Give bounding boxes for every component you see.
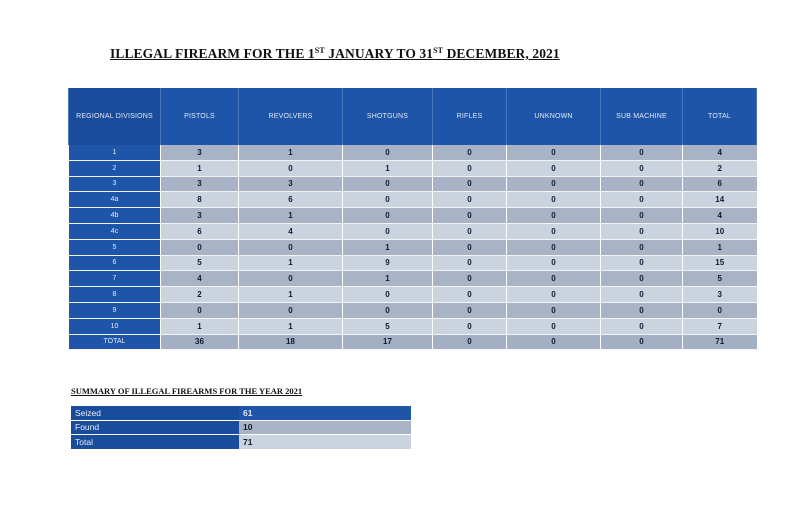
division-label: 4c [69, 223, 161, 239]
division-label: TOTAL [69, 334, 161, 350]
table-cell: 0 [601, 334, 683, 350]
table-cell: 0 [433, 302, 507, 318]
table-cell: 4 [683, 208, 757, 224]
table-cell: 0 [433, 271, 507, 287]
table-cell: 0 [507, 208, 601, 224]
table-cell: 17 [343, 334, 433, 350]
table-row [69, 287, 757, 303]
table-cell: 0 [507, 239, 601, 255]
table-cell: 1 [683, 239, 757, 255]
table-cell: 0 [343, 287, 433, 303]
division-label: 1 [69, 145, 161, 160]
division-label: 9 [69, 302, 161, 318]
table-cell: 0 [601, 255, 683, 271]
table-cell: 1 [343, 160, 433, 176]
title-superscript-2: ST [433, 46, 444, 55]
table-cell: 0 [507, 302, 601, 318]
table-cell: 0 [601, 176, 683, 192]
table-cell: 3 [161, 145, 239, 160]
header-total: TOTAL [683, 88, 757, 145]
division-label: 5 [69, 239, 161, 255]
table-row [69, 318, 757, 334]
table-cell: 0 [433, 334, 507, 350]
summary-label: Found [71, 420, 239, 435]
total-row [69, 334, 757, 350]
table-cell: 0 [683, 302, 757, 318]
table-cell: 5 [161, 255, 239, 271]
table-cell: 15 [683, 255, 757, 271]
table-cell: 0 [161, 302, 239, 318]
table-cell: 0 [433, 192, 507, 208]
table-cell: 0 [507, 287, 601, 303]
header-pistols: PISTOLS [161, 88, 239, 145]
header-regional-divisions: REGIONAL DIVISIONS [69, 88, 161, 145]
table-cell: 0 [433, 160, 507, 176]
table-cell: 4 [161, 271, 239, 287]
page-title [110, 46, 650, 62]
table-cell: 0 [507, 176, 601, 192]
table-cell: 0 [507, 223, 601, 239]
title-suffix: DECEMBER, 2021 [443, 46, 560, 61]
table-cell: 5 [683, 271, 757, 287]
division-label: 6 [69, 255, 161, 271]
division-label: 2 [69, 160, 161, 176]
summary-row [71, 420, 411, 435]
table-cell: 4 [239, 223, 343, 239]
table-cell: 8 [161, 192, 239, 208]
table-cell: 2 [683, 160, 757, 176]
table-cell: 0 [507, 160, 601, 176]
table-cell: 1 [239, 287, 343, 303]
header-unknown: UNKNOWN [507, 88, 601, 145]
table-cell: 1 [343, 271, 433, 287]
table-cell: 1 [161, 318, 239, 334]
table-cell: 0 [433, 208, 507, 224]
table-cell: 10 [683, 223, 757, 239]
table-cell: 14 [683, 192, 757, 208]
table-cell: 0 [343, 145, 433, 160]
table-cell: 0 [433, 239, 507, 255]
summary-label: Seized [71, 406, 239, 420]
table-cell: 3 [161, 208, 239, 224]
division-label: 10 [69, 318, 161, 334]
division-label: 8 [69, 287, 161, 303]
summary-row [71, 406, 411, 420]
table-cell: 0 [343, 208, 433, 224]
table-cell: 0 [433, 255, 507, 271]
table-cell: 0 [239, 239, 343, 255]
division-label: 3 [69, 176, 161, 192]
table-cell: 0 [239, 271, 343, 287]
table-cell: 0 [507, 318, 601, 334]
firearms-by-division-table [68, 88, 757, 350]
table-cell: 3 [161, 176, 239, 192]
table-cell: 1 [239, 208, 343, 224]
table-cell: 1 [161, 160, 239, 176]
table-cell: 0 [343, 302, 433, 318]
table-row [69, 223, 757, 239]
table-row [69, 192, 757, 208]
table-row [69, 271, 757, 287]
table-cell: 0 [343, 192, 433, 208]
header-sub-machine: SUB MACHINE [601, 88, 683, 145]
table-cell: 6 [683, 176, 757, 192]
table-cell: 0 [601, 208, 683, 224]
table-cell: 71 [683, 334, 757, 350]
table-cell: 0 [433, 318, 507, 334]
table-cell: 1 [239, 145, 343, 160]
table-cell: 0 [343, 176, 433, 192]
table-cell: 5 [343, 318, 433, 334]
table-cell: 0 [507, 334, 601, 350]
table-header-row [69, 88, 757, 145]
table-cell: 0 [507, 255, 601, 271]
header-rifles: RIFLES [433, 88, 507, 145]
table-cell: 1 [343, 239, 433, 255]
table-cell: 18 [239, 334, 343, 350]
summary-value: 10 [239, 420, 411, 435]
table-row [69, 208, 757, 224]
title-superscript-1: ST [314, 46, 325, 55]
table-cell: 9 [343, 255, 433, 271]
table-cell: 3 [239, 176, 343, 192]
division-label: 4a [69, 192, 161, 208]
table-cell: 0 [601, 160, 683, 176]
table-cell: 4 [683, 145, 757, 160]
table-cell: 0 [433, 223, 507, 239]
table-cell: 0 [507, 145, 601, 160]
table-row [69, 255, 757, 271]
table-cell: 0 [601, 271, 683, 287]
table-cell: 0 [161, 239, 239, 255]
summary-value: 61 [239, 406, 411, 420]
title-prefix: ILLEGAL FIREARM FOR THE 1 [110, 46, 315, 61]
table-row [69, 160, 757, 176]
table-cell: 0 [601, 223, 683, 239]
table-cell: 6 [239, 192, 343, 208]
table-row [69, 145, 757, 160]
table-cell: 0 [433, 176, 507, 192]
table-cell: 0 [433, 145, 507, 160]
table-cell: 0 [601, 287, 683, 303]
table-cell: 36 [161, 334, 239, 350]
table-row [69, 176, 757, 192]
table-cell: 2 [161, 287, 239, 303]
table-cell: 0 [239, 160, 343, 176]
table-cell: 0 [343, 223, 433, 239]
summary-label: Total [71, 435, 239, 450]
summary-row [71, 435, 411, 450]
summary-title: SUMMARY OF ILLEGAL FIREARMS FOR THE YEAR 2021 [71, 386, 303, 396]
table-row [69, 302, 757, 318]
table-cell: 7 [683, 318, 757, 334]
table-cell: 0 [601, 318, 683, 334]
table-cell: 0 [601, 302, 683, 318]
division-label: 4b [69, 208, 161, 224]
table-cell: 0 [601, 145, 683, 160]
summary-value: 71 [239, 435, 411, 450]
table-cell: 0 [239, 302, 343, 318]
table-cell: 0 [601, 239, 683, 255]
table-cell: 0 [507, 271, 601, 287]
summary-table [71, 406, 411, 450]
summary-body [71, 406, 411, 449]
table-cell: 1 [239, 318, 343, 334]
table-cell: 0 [433, 287, 507, 303]
header-revolvers: REVOLVERS [239, 88, 343, 145]
division-label: 7 [69, 271, 161, 287]
title-middle: JANUARY TO 31 [324, 46, 434, 61]
table-cell: 0 [507, 192, 601, 208]
table-cell: 6 [161, 223, 239, 239]
header-shotguns: SHOTGUNS [343, 88, 433, 145]
table-cell: 0 [601, 192, 683, 208]
table-row [69, 239, 757, 255]
table-cell: 1 [239, 255, 343, 271]
table-cell: 3 [683, 287, 757, 303]
table-body [69, 145, 757, 350]
